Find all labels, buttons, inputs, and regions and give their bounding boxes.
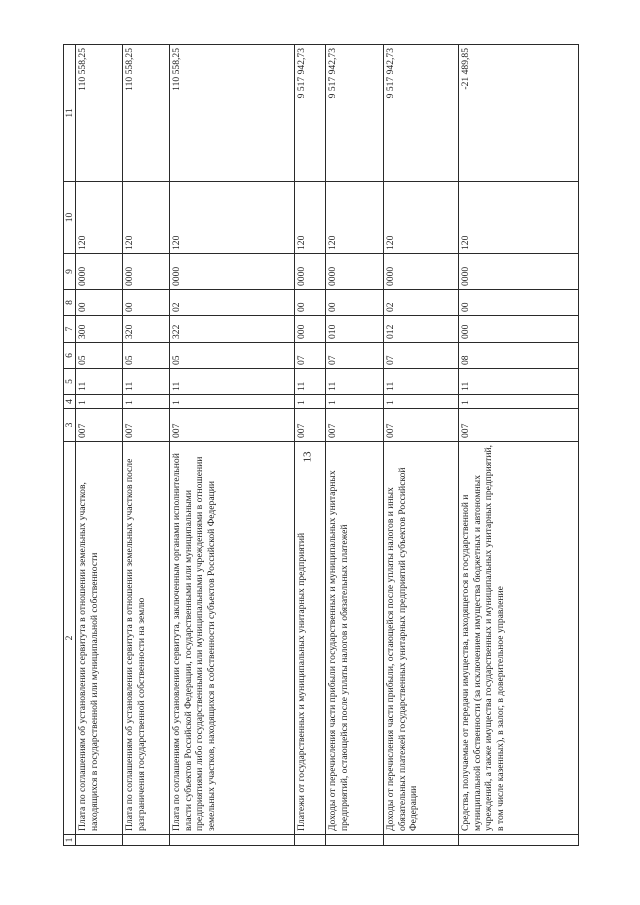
code-cell: 08 bbox=[459, 343, 579, 369]
budget-table bbox=[63, 44, 579, 846]
code-cell: 000 bbox=[459, 316, 579, 343]
code-cell: 007 bbox=[295, 409, 326, 442]
header-cell: 1 bbox=[64, 835, 76, 846]
code-cell: 0000 bbox=[326, 254, 384, 290]
code-cell: 007 bbox=[326, 409, 384, 442]
code-cell: 320 bbox=[123, 316, 170, 343]
code-cell: 007 bbox=[76, 409, 123, 442]
row-index-cell bbox=[384, 835, 459, 846]
header-cell: 6 bbox=[64, 343, 76, 369]
code-cell: 0000 bbox=[76, 254, 123, 290]
header-cell: 10 bbox=[64, 182, 76, 254]
code-cell: 007 bbox=[384, 409, 459, 442]
code-cell: 07 bbox=[295, 343, 326, 369]
table-row bbox=[384, 45, 459, 846]
code-cell: 07 bbox=[326, 343, 384, 369]
table-row bbox=[459, 45, 579, 846]
amount-cell: 110 558,25 bbox=[123, 45, 170, 182]
code-cell: 120 bbox=[459, 182, 579, 254]
table-row bbox=[123, 45, 170, 846]
amount-cell: 9 517 942,73 bbox=[295, 45, 326, 182]
code-cell: 02 bbox=[170, 290, 295, 316]
code-cell: 1 bbox=[170, 395, 295, 409]
amount-cell: 110 558,25 bbox=[170, 45, 295, 182]
code-cell: 0000 bbox=[123, 254, 170, 290]
row-index-cell bbox=[326, 835, 384, 846]
header-cell: 8 bbox=[64, 290, 76, 316]
code-cell: 07 bbox=[384, 343, 459, 369]
code-cell: 322 bbox=[170, 316, 295, 343]
amount-cell: -21 489,85 bbox=[459, 45, 579, 182]
row-index-cell bbox=[459, 835, 579, 846]
header-cell: 7 bbox=[64, 316, 76, 343]
code-cell: 05 bbox=[123, 343, 170, 369]
code-cell: 120 bbox=[326, 182, 384, 254]
code-cell: 00 bbox=[76, 290, 123, 316]
code-cell: 11 bbox=[459, 369, 579, 395]
code-cell: 0000 bbox=[170, 254, 295, 290]
code-cell: 05 bbox=[76, 343, 123, 369]
code-cell: 1 bbox=[384, 395, 459, 409]
row-name: Доходы от перечисления части прибыли, остающейся после уплаты налогов и иных обязательных платежей государственных унитарных предприятий субъектов Российской Федерации bbox=[384, 442, 459, 835]
code-cell: 00 bbox=[295, 290, 326, 316]
table-row bbox=[326, 45, 384, 846]
code-cell: 007 bbox=[459, 409, 579, 442]
code-cell: 120 bbox=[76, 182, 123, 254]
page-number: 13 bbox=[301, 451, 314, 463]
header-cell: 3 bbox=[64, 409, 76, 442]
header-cell: 4 bbox=[64, 395, 76, 409]
code-cell: 02 bbox=[384, 290, 459, 316]
header-cell: 5 bbox=[64, 369, 76, 395]
table-row bbox=[76, 45, 123, 846]
row-name: Плата по соглашениям об установлении сервитута в отношении земельных участков, находящихся в государственной или муниципальной собственности bbox=[76, 442, 123, 835]
code-cell: 120 bbox=[170, 182, 295, 254]
code-cell: 1 bbox=[326, 395, 384, 409]
code-cell: 007 bbox=[123, 409, 170, 442]
amount-cell: 9 517 942,73 bbox=[326, 45, 384, 182]
row-name: Доходы от перечисления части прибыли государственных и муниципальных унитарных предприятий, остающейся после уплаты налогов и обязательных платежей bbox=[326, 442, 384, 835]
row-name: Плата по соглашениям об установлении сервитута в отношении земельных участков после разграничения государственной собственности на землю bbox=[123, 442, 170, 835]
code-cell: 11 bbox=[123, 369, 170, 395]
code-cell: 010 bbox=[326, 316, 384, 343]
code-cell: 1 bbox=[76, 395, 123, 409]
row-name: Платежи от государственных и муниципальных унитарных предприятий bbox=[295, 442, 326, 835]
code-cell: 0000 bbox=[295, 254, 326, 290]
row-index-cell bbox=[170, 835, 295, 846]
code-cell: 120 bbox=[384, 182, 459, 254]
header-cell: 2 bbox=[64, 442, 76, 835]
amount-cell: 110 558,25 bbox=[76, 45, 123, 182]
table-row bbox=[295, 45, 326, 846]
row-index-cell bbox=[123, 835, 170, 846]
code-cell: 00 bbox=[459, 290, 579, 316]
code-cell: 11 bbox=[384, 369, 459, 395]
code-cell: 0000 bbox=[459, 254, 579, 290]
code-cell: 300 bbox=[76, 316, 123, 343]
header-cell: 9 bbox=[64, 254, 76, 290]
code-cell: 11 bbox=[326, 369, 384, 395]
header-cell: 11 bbox=[64, 45, 76, 182]
code-cell: 1 bbox=[459, 395, 579, 409]
code-cell: 05 bbox=[170, 343, 295, 369]
code-cell: 012 bbox=[384, 316, 459, 343]
row-index-cell bbox=[295, 835, 326, 846]
code-cell: 11 bbox=[170, 369, 295, 395]
budget-table-rotated bbox=[63, 45, 596, 846]
code-cell: 120 bbox=[123, 182, 170, 254]
header-row bbox=[64, 45, 76, 846]
code-cell: 00 bbox=[123, 290, 170, 316]
amount-cell: 9 517 942,73 bbox=[384, 45, 459, 182]
code-cell: 11 bbox=[76, 369, 123, 395]
code-cell: 00 bbox=[326, 290, 384, 316]
code-cell: 11 bbox=[295, 369, 326, 395]
code-cell: 007 bbox=[170, 409, 295, 442]
row-index-cell bbox=[76, 835, 123, 846]
code-cell: 1 bbox=[295, 395, 326, 409]
code-cell: 1 bbox=[123, 395, 170, 409]
code-cell: 120 bbox=[295, 182, 326, 254]
code-cell: 000 bbox=[295, 316, 326, 343]
table-row bbox=[170, 45, 295, 846]
code-cell: 0000 bbox=[384, 254, 459, 290]
row-name: Плата по соглашениям об установлении сервитута, заключенным органами исполнительной власти субъектов Российской Федерации, государственными или муниципальными предприятиями либо государственными или муниципальными учреждениями в отношении земельных участков, находящихся в собственности субъектов Российской Федерации bbox=[170, 442, 295, 835]
row-name: Средства, получаемые от передачи имущества, находящегося в государственной и муниципальной собственности (за исключением имущества бюджетных и автономных учреждений, а также имущества государственных и муниципальных унитарных предприятий, в том числе казенных), в залог, в доверительное управление bbox=[459, 442, 579, 835]
